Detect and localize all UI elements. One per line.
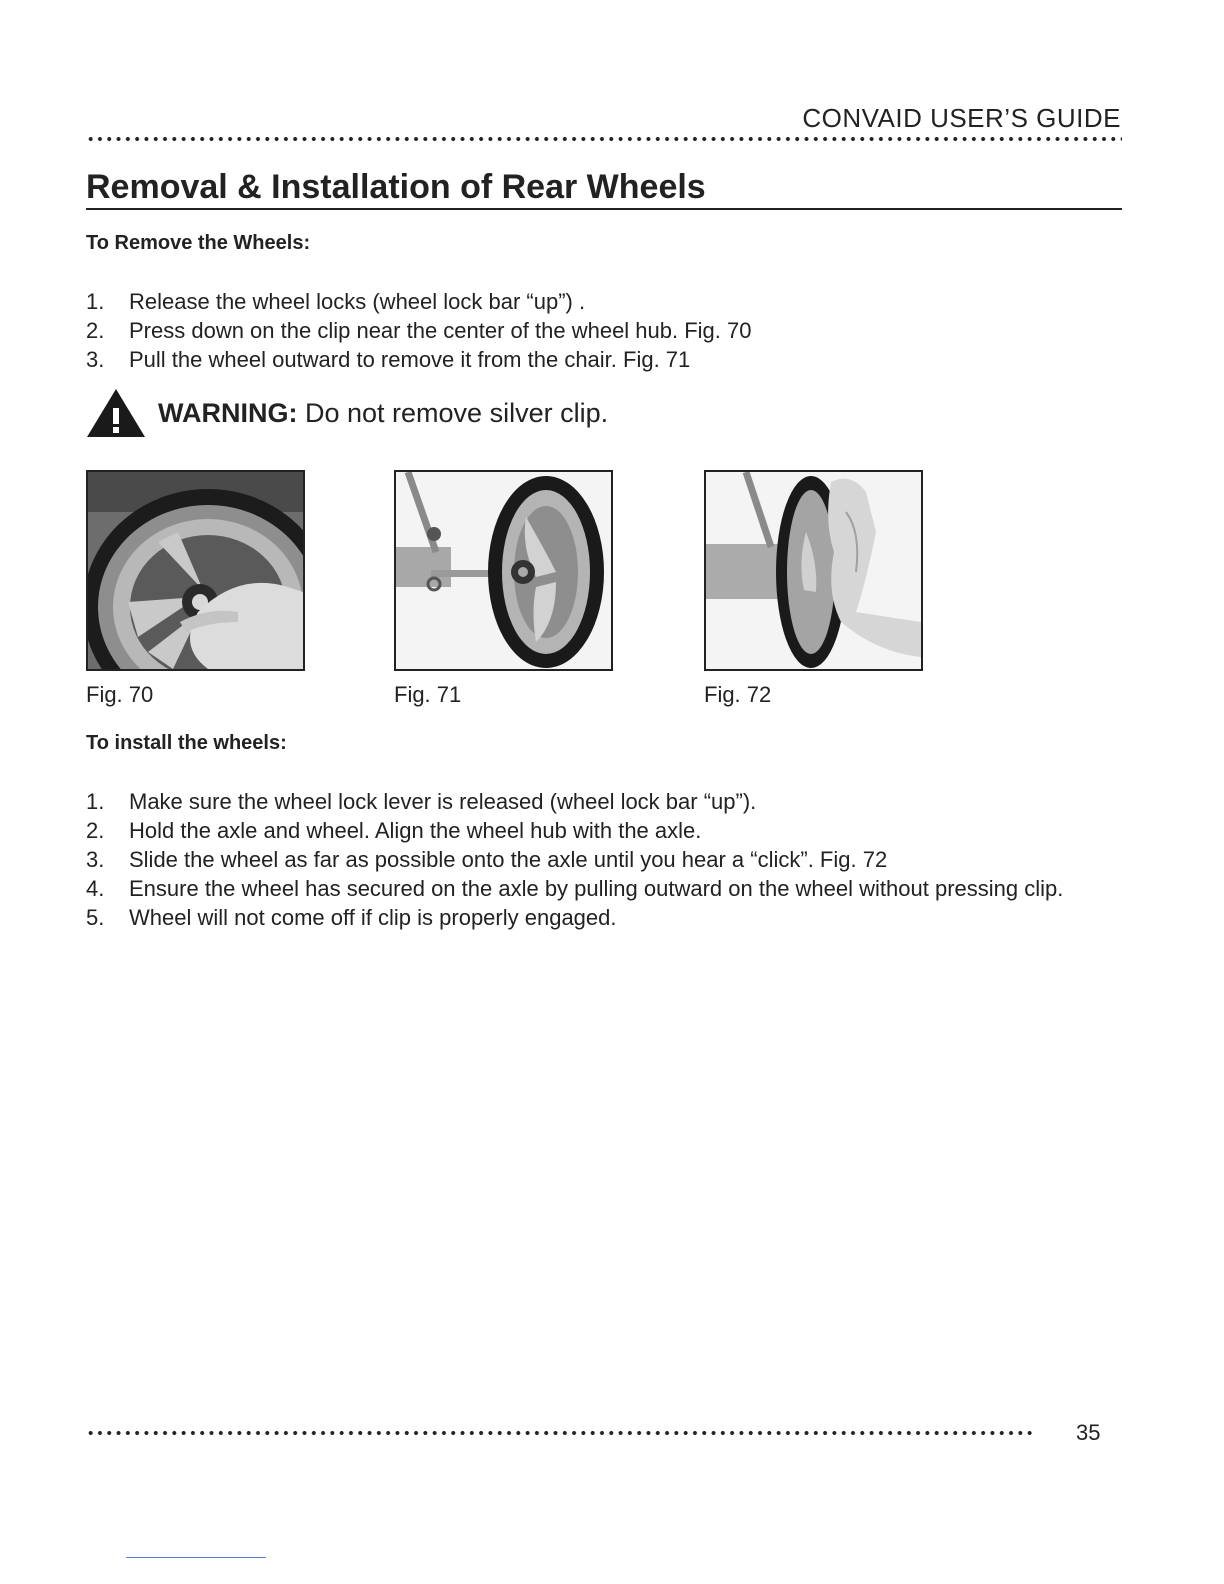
warning-label: WARNING: [158,397,298,428]
list-item [86,845,1063,874]
step-number: 4. [86,876,105,901]
page-title: Removal & Installation of Rear Wheels [86,168,1122,210]
figure-caption: Fig. 70 [86,682,154,707]
dotted-rule-bottom [86,1430,1036,1436]
step-number: 1. [86,289,105,314]
figure-caption: Fig. 71 [394,682,462,707]
remove-steps [86,287,752,374]
divider [126,1557,266,1558]
step-text: Wheel will not come off if clip is properly engaged. [129,905,617,930]
dotted-rule-top [86,136,1122,142]
step-text: Slide the wheel as far as possible onto the axle until you hear a “click”. Fig. 72 [129,847,888,872]
list-item [86,345,752,374]
list-item [86,316,752,345]
list-item [86,787,1063,816]
step-number: 2. [86,818,105,843]
list-item [86,816,1063,845]
step-text: Pull the wheel outward to remove it from the chair. Fig. 71 [129,347,691,372]
guide-title: CONVAID USER’S GUIDE [802,103,1121,133]
figure-71-photo [394,470,613,671]
list-item [86,903,1063,932]
step-text: Press down on the clip near the center of the wheel hub. Fig. 70 [129,318,752,343]
step-text: Ensure the wheel has secured on the axle by pulling outward on the wheel without pressing clip. [129,876,1064,901]
figure-caption: Fig. 72 [704,682,772,707]
warning-triangle-icon [86,388,146,438]
step-number: 2. [86,318,105,343]
step-number: 1. [86,789,105,814]
step-text: Hold the axle and wheel. Align the wheel hub with the axle. [129,818,702,843]
warning-text [158,398,608,429]
warning-message: Do not remove silver clip. [297,397,609,428]
install-heading: To install the wheels: [86,732,287,754]
list-item [86,287,752,316]
warning-callout [86,388,608,438]
step-text: Release the wheel locks (wheel lock bar “up”) . [129,289,586,314]
step-text: Make sure the wheel lock lever is released (wheel lock bar “up”). [129,789,757,814]
step-number: 3. [86,347,105,372]
step-number: 3. [86,847,105,872]
figure-70-photo [86,470,305,671]
figure-72-photo [704,470,923,671]
step-number: 5. [86,905,105,930]
list-item [86,874,1063,903]
install-steps [86,787,1063,932]
remove-heading: To Remove the Wheels: [86,232,311,254]
page-number: 35 [1076,1420,1101,1445]
